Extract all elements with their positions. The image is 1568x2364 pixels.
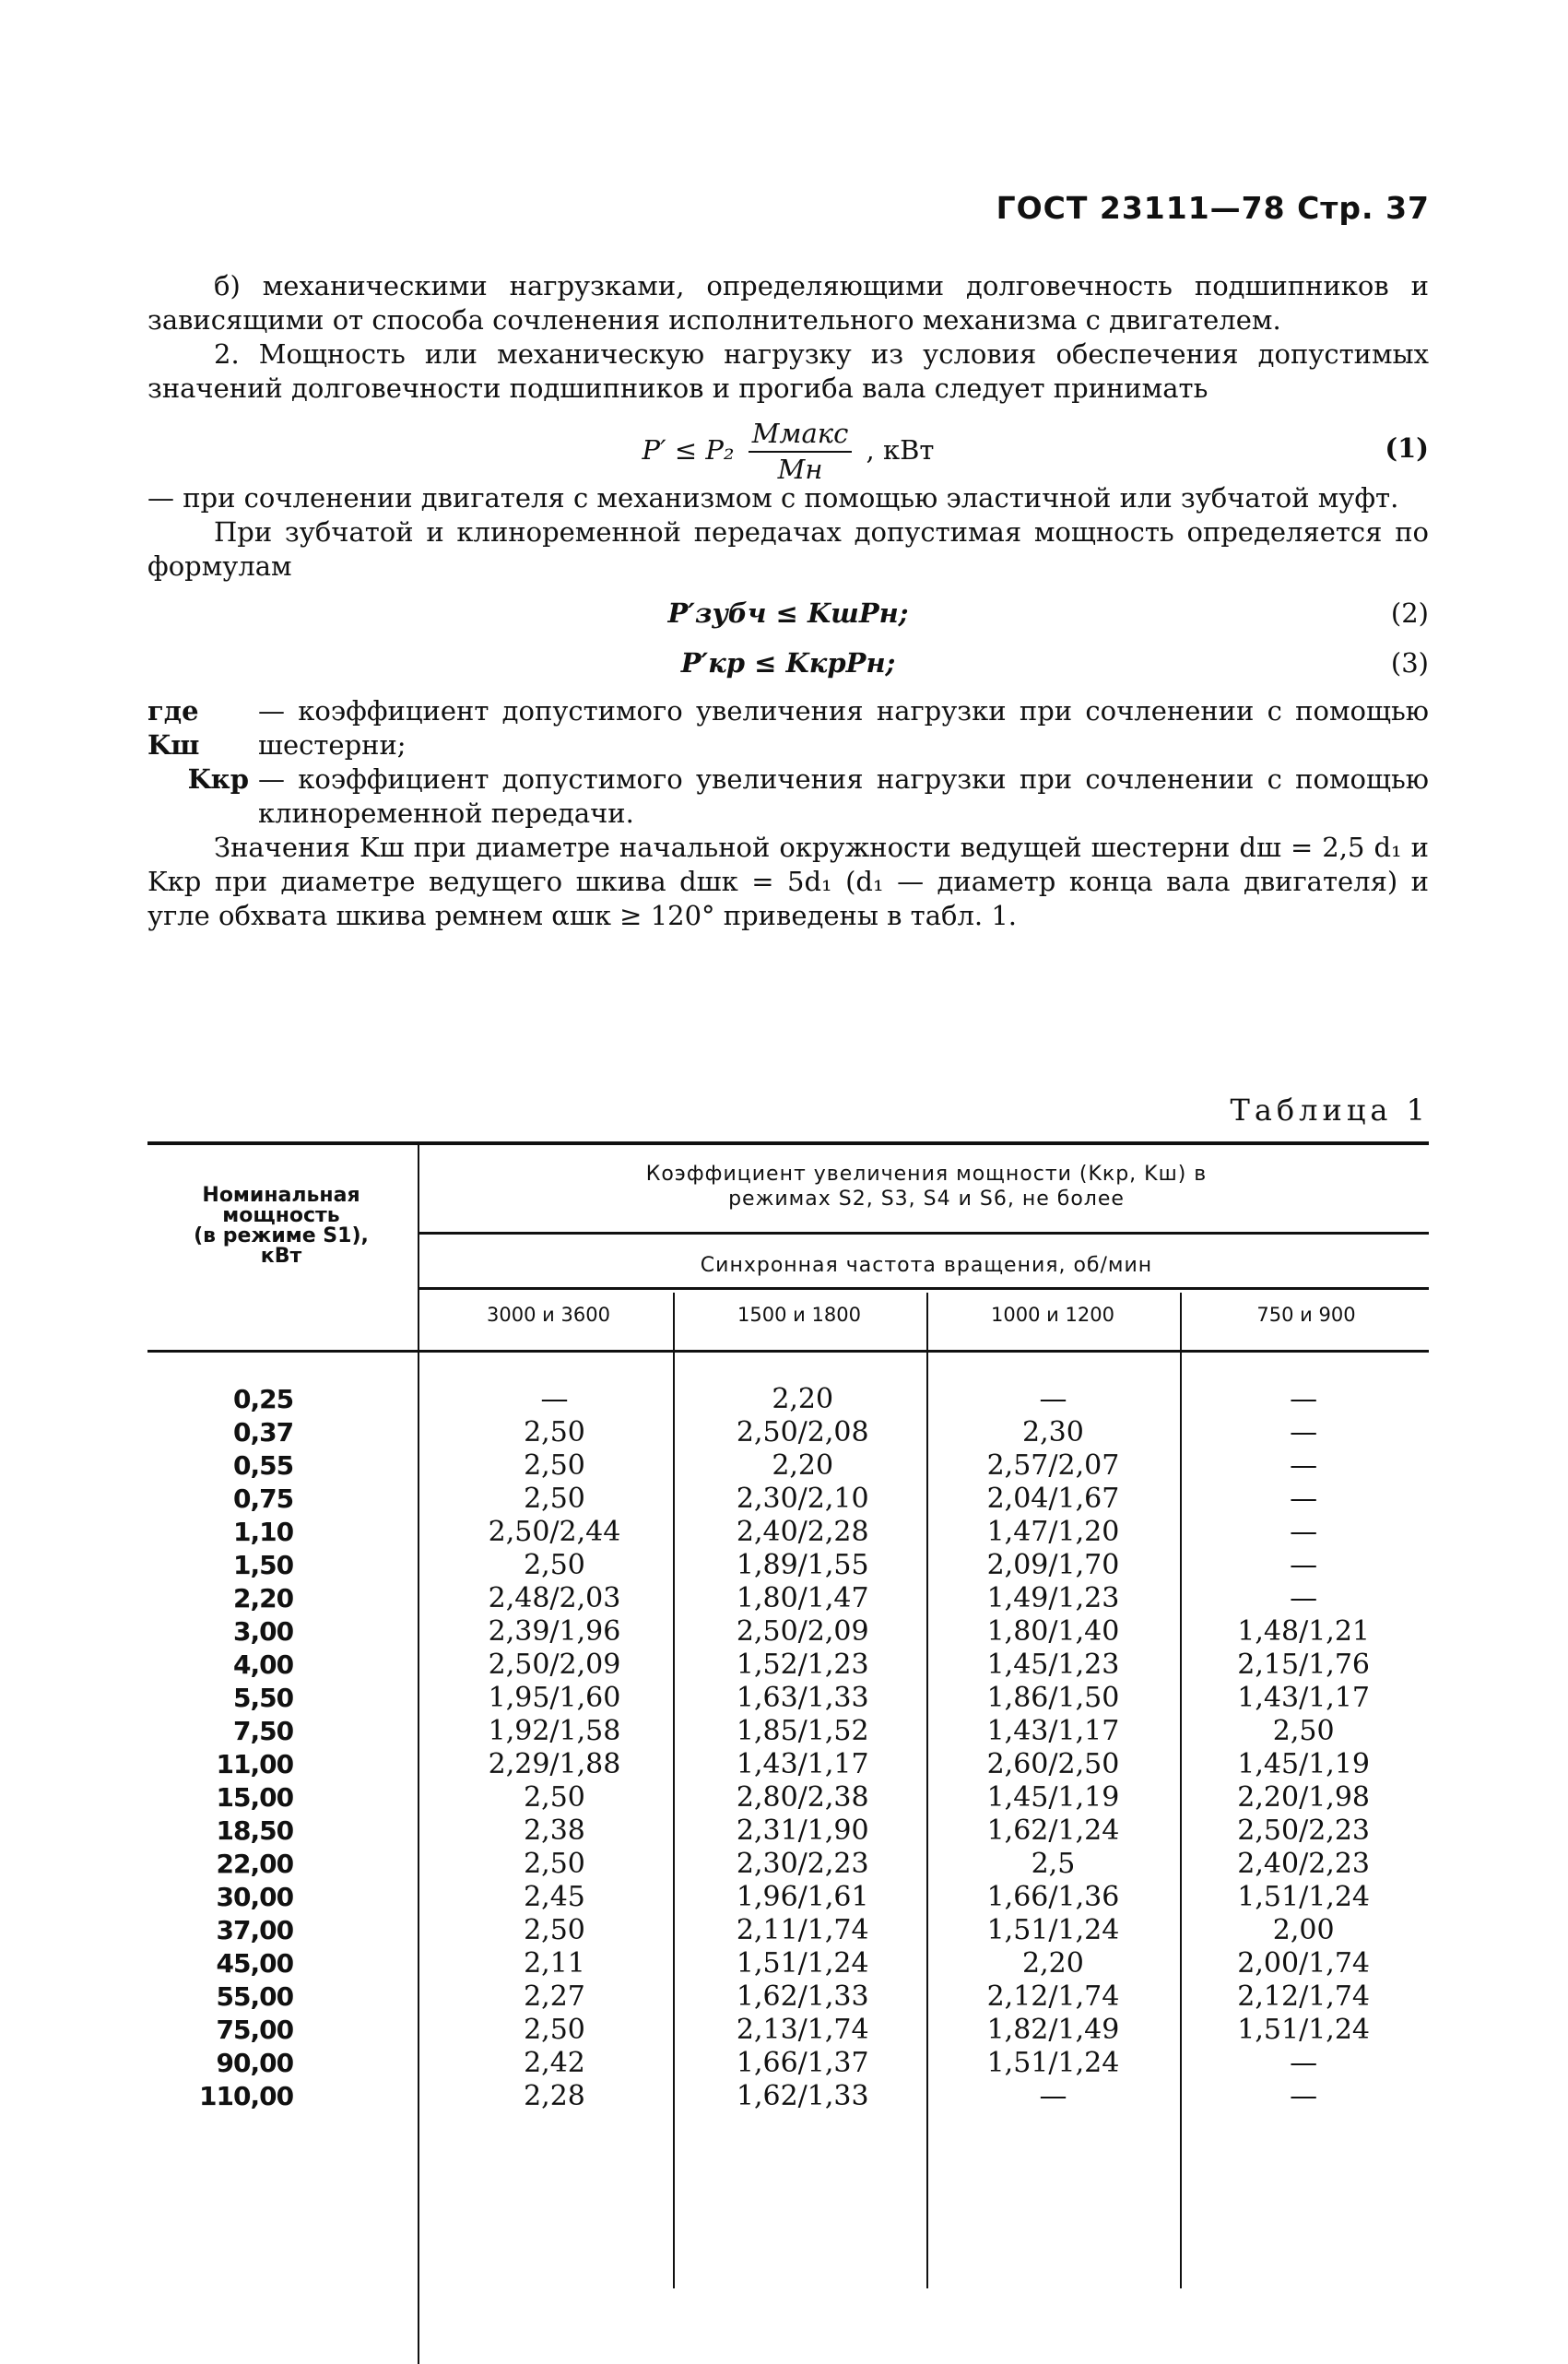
where-item-kш: [147, 694, 1429, 762]
table-row: [147, 2080, 1429, 2113]
col0-header-line: Номинальная: [202, 1184, 360, 1207]
coefficient-cell: 2,12/1,74: [986, 1980, 1120, 2013]
power-cell: 75,00: [216, 2015, 294, 2045]
coefficient-cell: —: [540, 1383, 569, 1415]
coefficient-cell: 2,30/2,10: [736, 1483, 869, 1515]
coefficient-cell: —: [1290, 2047, 1318, 2079]
table-row: [147, 1549, 1429, 1582]
coefficient-cell: 2,42: [524, 2047, 585, 2079]
power-cell: 5,50: [233, 1683, 294, 1713]
coefficient-cell: 2,11/1,74: [736, 1914, 869, 1946]
power-cell: 0,75: [233, 1483, 294, 1514]
coefficient-cell: 1,43/1,17: [736, 1748, 869, 1780]
coefficient-cell: 1,66/1,37: [736, 2047, 869, 2079]
coefficient-cell: 1,85/1,52: [736, 1715, 869, 1747]
coefficient-cell: 2,50: [524, 2014, 585, 2046]
coefficient-cell: 2,60/2,50: [986, 1748, 1120, 1780]
coefficient-cell: 2,40/2,23: [1237, 1848, 1370, 1880]
table-row: [147, 2014, 1429, 2047]
coefficient-cell: 2,50: [524, 1848, 585, 1880]
main-header: [424, 1162, 1429, 1212]
table-row: [147, 1582, 1429, 1615]
power-cell: 18,50: [216, 1815, 294, 1846]
power-cell: 7,50: [233, 1716, 294, 1746]
paragraph-gear: При зубчатой и клиноременной передачах допустимая мощность определяется по формулам: [147, 516, 1429, 582]
coefficient-cell: 1,95/1,60: [488, 1682, 621, 1714]
power-cell: 1,10: [233, 1517, 294, 1547]
formula-2-text: P′зубч ≤ KшPн;: [667, 597, 909, 629]
coefficient-cell: 1,51/1,24: [1237, 2014, 1370, 2046]
table-divider: [418, 1145, 419, 1350]
table-row: [147, 1615, 1429, 1649]
table-row: [147, 1814, 1429, 1848]
coefficient-cell: 1,80/1,47: [736, 1582, 869, 1614]
coefficient-cell: 2,28: [524, 2080, 585, 2112]
coefficient-cell: 1,51/1,24: [986, 2047, 1120, 2079]
col0-header-line: мощность: [222, 1204, 340, 1227]
where-symbol: где Kш: [147, 695, 200, 761]
table-row: [147, 1383, 1429, 1416]
coefficient-cell: 2,50: [524, 1483, 585, 1515]
table-row: [147, 1416, 1429, 1449]
coefficient-cell: 2,48/2,03: [488, 1582, 621, 1614]
coefficient-cell: 1,63/1,33: [736, 1682, 869, 1714]
table-row: [147, 1483, 1429, 1516]
table-body: [147, 1383, 1429, 2113]
coefficient-cell: 2,50/2,44: [488, 1516, 621, 1548]
coefficient-cell: 1,52/1,23: [736, 1649, 869, 1681]
table-top-rule: [147, 1141, 1429, 1145]
speed-1500: 1500 и 1800: [737, 1304, 861, 1326]
coefficient-cell: 1,62/1,33: [736, 2080, 869, 2112]
coefficient-cell: 2,00: [1272, 1914, 1335, 1946]
coefficient-cell: 2,09/1,70: [986, 1549, 1120, 1581]
body-text: [147, 269, 1429, 933]
table-1: [147, 1141, 1429, 2146]
coefficient-cell: 1,51/1,24: [986, 1914, 1120, 1946]
where-item-kкр: [147, 762, 1429, 831]
coefficient-cell: —: [1039, 2080, 1067, 2112]
power-cell: 90,00: [216, 2048, 294, 2078]
coefficient-cell: 2,50/2,09: [488, 1649, 621, 1681]
coefficient-cell: 1,96/1,61: [736, 1881, 869, 1913]
formula-1-unit: , кВт: [866, 434, 935, 466]
formula-2: [147, 587, 1429, 641]
coefficient-cell: 2,20: [772, 1449, 834, 1482]
power-cell: 1,50: [233, 1550, 294, 1580]
coefficient-cell: —: [1290, 1516, 1318, 1548]
where-description: — коэффициент допустимого увеличения нагрузки при сочленении с помощью клиноременной передачи.: [258, 763, 1429, 829]
power-cell: 11,00: [216, 1749, 294, 1779]
coefficient-cell: 2,5: [1031, 1848, 1076, 1880]
table-row: [147, 2047, 1429, 2080]
table-row: [147, 1682, 1429, 1715]
formula-3: [147, 641, 1429, 694]
power-cell: 4,00: [233, 1649, 294, 1680]
coefficient-cell: 1,51/1,24: [736, 1947, 869, 1980]
power-cell: 45,00: [216, 1948, 294, 1979]
coefficient-cell: 2,00/1,74: [1237, 1947, 1370, 1980]
speed-750: 750 и 900: [1256, 1304, 1356, 1326]
power-cell: 55,00: [216, 1981, 294, 2012]
coefficient-cell: 2,30: [1022, 1416, 1084, 1448]
paragraph-elastic: — при сочленении двигателя с механизмом с помощью эластичной или зубчатой муфт.: [147, 482, 1399, 514]
coefficient-cell: 2,31/1,90: [736, 1814, 869, 1847]
formula-1-lhs: P′ ≤ P₂: [642, 434, 735, 466]
header-rule: [419, 1232, 1429, 1235]
coefficient-cell: 1,51/1,24: [1237, 1881, 1370, 1913]
power-cell: 3,00: [233, 1616, 294, 1647]
coefficient-cell: —: [1290, 1449, 1318, 1482]
coefficient-cell: 1,45/1,19: [986, 1781, 1120, 1814]
col0-header-line: кВт: [260, 1245, 302, 1268]
coefficient-cell: 2,40/2,28: [736, 1516, 869, 1548]
speed-header: Синхронная частота вращения, об/мин: [700, 1254, 1153, 1277]
power-cell: 37,00: [216, 1915, 294, 1945]
coefficient-cell: 2,45: [524, 1881, 585, 1913]
power-cell: 0,37: [233, 1417, 294, 1448]
coefficient-cell: 1,82/1,49: [986, 2014, 1120, 2046]
coefficient-cell: 1,80/1,40: [986, 1615, 1120, 1648]
coefficient-cell: 2,20: [772, 1383, 834, 1415]
table-row: [147, 1715, 1429, 1748]
coefficient-cell: 1,62/1,24: [986, 1814, 1120, 1847]
coefficient-cell: 2,38: [524, 1814, 585, 1847]
coefficient-cell: —: [1290, 1483, 1318, 1515]
coefficient-cell: 1,62/1,33: [736, 1980, 869, 2013]
power-cell: 30,00: [216, 1882, 294, 1912]
header-rule: [419, 1287, 1429, 1290]
coefficient-cell: 1,47/1,20: [986, 1516, 1120, 1548]
where-list: [147, 694, 1429, 831]
coefficient-cell: 2,13/1,74: [736, 2014, 869, 2046]
coefficient-cell: 1,86/1,50: [986, 1682, 1120, 1714]
table-title: Таблица 1: [1230, 1093, 1430, 1128]
table-row: [147, 1848, 1429, 1881]
coefficient-cell: 1,43/1,17: [1237, 1682, 1370, 1714]
where-description: — коэффициент допустимого увеличения нагрузки при сочленении с помощью шестерни;: [258, 695, 1429, 761]
coefficient-cell: 2,04/1,67: [986, 1483, 1120, 1515]
where-symbol: Kкр: [187, 763, 249, 795]
formula-1-fraction: [749, 417, 853, 487]
paragraph-values: Значения Kш при диаметре начальной окружности ведущей шестерни dш = 2,5 d₁ и Kкр при диаметре ведущего шкива dшк = 5d₁ (d₁ — диаметр конца вала двигателя) и угле обхвата шкива ремнем αшк ≥ 120° приведены в табл. 1.: [147, 832, 1429, 931]
coefficient-cell: 2,50: [524, 1781, 585, 1814]
coefficient-cell: 2,50: [524, 1416, 585, 1448]
table-row: [147, 1649, 1429, 1682]
formula-1-number: (1): [1385, 432, 1429, 464]
coefficient-cell: 2,15/1,76: [1237, 1649, 1370, 1681]
table-row: [147, 1914, 1429, 1947]
coefficient-cell: 2,39/1,96: [488, 1615, 621, 1648]
table-row: [147, 1980, 1429, 2014]
coefficient-cell: 2,50: [524, 1549, 585, 1581]
table-row: [147, 1449, 1429, 1483]
coefficient-cell: —: [1290, 1582, 1318, 1614]
coefficient-cell: 1,48/1,21: [1237, 1615, 1370, 1648]
table-row: [147, 1947, 1429, 1980]
coefficient-cell: 2,29/1,88: [488, 1748, 621, 1780]
page-header: ГОСТ 23111—78 Стр. 37: [996, 190, 1430, 226]
coefficient-cell: 2,50: [524, 1449, 585, 1482]
coefficient-cell: 1,89/1,55: [736, 1549, 869, 1581]
power-cell: 2,20: [233, 1583, 294, 1613]
formula-1-denominator: Mн: [777, 454, 823, 485]
coefficient-cell: 2,30/2,23: [736, 1848, 869, 1880]
table-row: [147, 1881, 1429, 1914]
col0-header-line: (в режиме S1),: [194, 1224, 369, 1247]
table-row: [147, 1781, 1429, 1814]
formula-3-number: (3): [1390, 647, 1429, 679]
coefficient-cell: 1,92/1,58: [488, 1715, 621, 1747]
paragraph-2: 2. Мощность или механическую нагрузку из условия обеспечения допустимых значений долговечности подшипников и прогиба вала следует принимать: [147, 338, 1429, 404]
main-header-line: Коэффициент увеличения мощности (Kкр, Kш) в: [645, 1163, 1208, 1186]
coefficient-cell: 2,50: [524, 1914, 585, 1946]
coefficient-cell: 1,45/1,23: [986, 1649, 1120, 1681]
coefficient-cell: 1,49/1,23: [986, 1582, 1120, 1614]
coefficient-cell: 1,43/1,17: [986, 1715, 1120, 1747]
speed-1000: 1000 и 1200: [991, 1304, 1114, 1326]
coefficient-cell: 2,50/2,23: [1237, 1814, 1370, 1847]
power-cell: 0,55: [233, 1450, 294, 1481]
coefficient-cell: —: [1290, 2080, 1318, 2112]
main-header-line: режимах S2, S3, S4 и S6, не более: [728, 1188, 1125, 1211]
coefficient-cell: 2,80/2,38: [736, 1781, 869, 1814]
coefficient-cell: 2,50/2,08: [736, 1416, 869, 1448]
coefficient-cell: —: [1290, 1383, 1318, 1415]
coefficient-cell: —: [1039, 1383, 1067, 1415]
table-row: [147, 1748, 1429, 1781]
paragraph-b: б) механическими нагрузками, определяющими долговечность подшипников и зависящими от способа сочленения исполнительного механизма с двигателем.: [147, 270, 1429, 336]
coefficient-cell: 2,50: [1272, 1715, 1335, 1747]
table-row: [147, 1516, 1429, 1549]
coefficient-cell: 2,20: [1022, 1947, 1084, 1980]
coefficient-cell: —: [1290, 1549, 1318, 1581]
power-cell: 110,00: [199, 2081, 294, 2111]
coefficient-cell: 2,12/1,74: [1237, 1980, 1370, 2013]
col0-header: [147, 1186, 415, 1267]
formula-1: [147, 409, 1429, 485]
coefficient-cell: —: [1290, 1416, 1318, 1448]
power-cell: 15,00: [216, 1782, 294, 1813]
coefficient-cell: 2,27: [524, 1980, 585, 2013]
coefficient-cell: 2,20/1,98: [1237, 1781, 1370, 1814]
formula-1-numerator: Mмакс: [749, 417, 853, 453]
formula-2-number: (2): [1390, 597, 1429, 629]
coefficient-cell: 1,45/1,19: [1237, 1748, 1370, 1780]
power-cell: 22,00: [216, 1849, 294, 1879]
header-bottom-rule: [147, 1350, 1429, 1353]
speed-3000: 3000 и 3600: [487, 1304, 610, 1326]
coefficient-cell: 2,50/2,09: [736, 1615, 869, 1648]
coefficient-cell: 2,11: [524, 1947, 585, 1980]
coefficient-cell: 1,66/1,36: [986, 1881, 1120, 1913]
power-cell: 0,25: [233, 1384, 294, 1414]
formula-3-text: P′кр ≤ KкрPн;: [680, 647, 896, 679]
coefficient-cell: 2,57/2,07: [986, 1449, 1120, 1482]
